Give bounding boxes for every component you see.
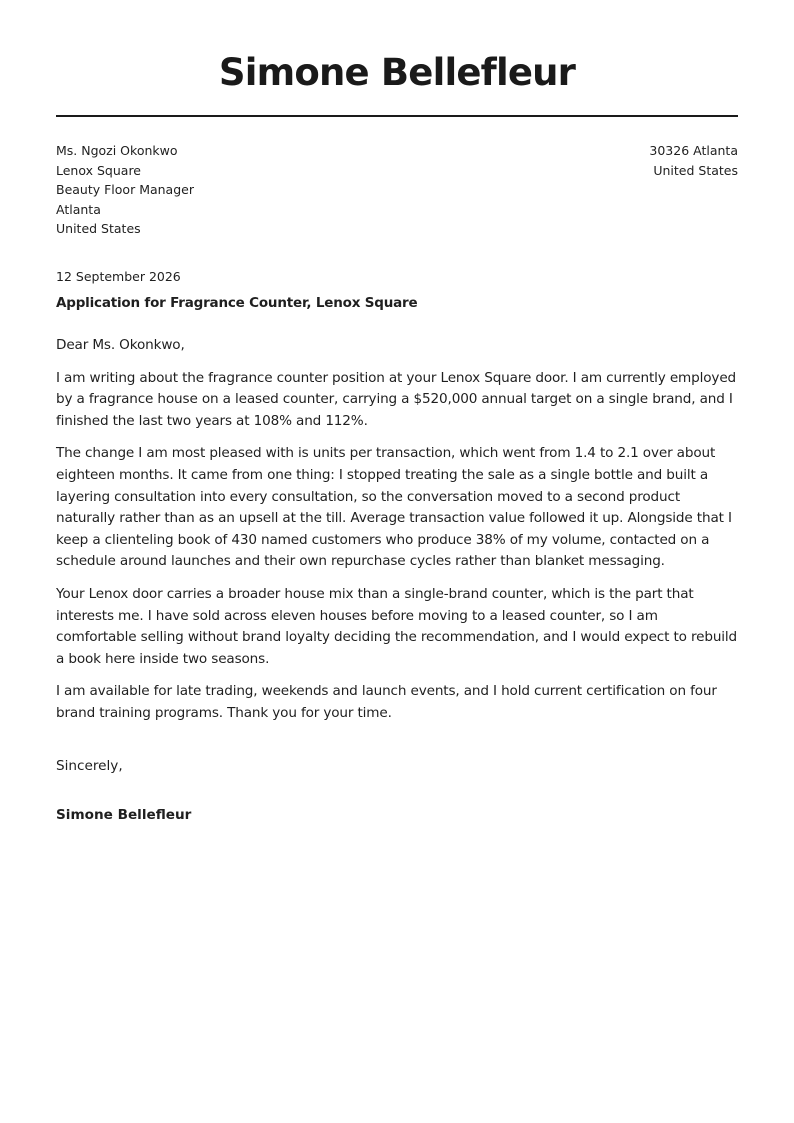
recipient-name: Ms. Ngozi Okonkwo: [56, 143, 178, 158]
closing: Sincerely,: [56, 758, 123, 774]
salutation: Dear Ms. Okonkwo,: [56, 337, 185, 353]
recipient-country: United States: [56, 221, 141, 236]
body-paragraph: I am available for late trading, weekends and launch events, and I hold current certification on four brand training programs. Thank you for your time.: [56, 683, 717, 721]
letter-body: [56, 335, 738, 736]
body-paragraph: I am writing about the fragrance counter position at your Lenox Square door. I am currently employed by a fragrance house on a leased counter, carrying a $520,000 annual target on a single brand, and I finished the last two years at 108% and 112%.: [56, 369, 737, 429]
sender-city: 30326 Atlanta: [649, 143, 738, 158]
recipient-city: Atlanta: [56, 201, 101, 217]
body-paragraph: Your Lenox door carries a broader house mix than a single-brand counter, which is the part that interests me. I have sold across eleven houses before moving to a leased counter, so I am comfortable selling without brand loyalty deciding the recommendation, and I would expect to rebuild a book here inside two seasons.: [56, 585, 738, 667]
letter-subject: Application for Fragrance Counter, Lenox Square: [56, 295, 418, 311]
recipient-address-block: [56, 141, 194, 239]
header-divider: [56, 115, 738, 117]
sender-address-block: [649, 141, 738, 180]
recipient-company: Lenox Square: [56, 162, 141, 178]
applicant-name-heading: Simone Bellefleur: [218, 51, 576, 94]
letter-date: 12 September 2026: [56, 269, 181, 284]
recipient-title: Beauty Floor Manager: [56, 182, 194, 197]
signature-name: Simone Bellefleur: [56, 807, 192, 823]
sender-country: United States: [653, 162, 738, 178]
body-paragraph: The change I am most pleased with is units per transaction, which went from 1.4 to 2.1 over about eighteen months. It came from one thing: I stopped treating the sale as a single bottle and built a layering consultation into every consultation, so the conversation moved to a second product naturally rather than as an upsell at the till. Average transaction value followed it up. Alongside that I keep a clienteling book of 430 named customers who produce 38% of my volume, contacted on a schedule around launches and their own repurchase cycles rather than blanket messaging.: [56, 445, 732, 570]
